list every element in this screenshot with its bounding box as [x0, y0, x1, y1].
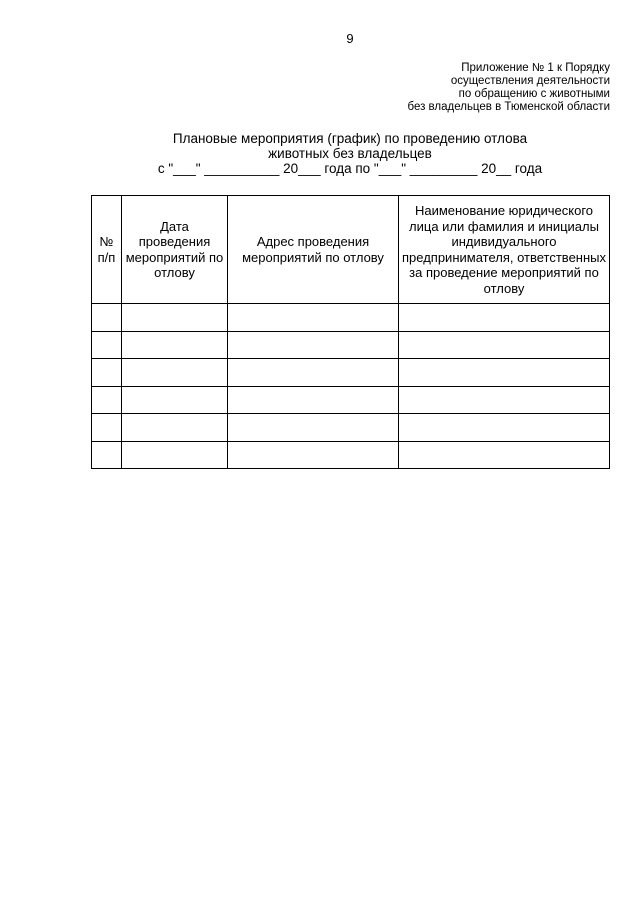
title-date-range-line: с "___" __________ 20___ года по "___" _________ 20__ года: [157, 161, 543, 176]
title-line: животных без владельцев: [268, 146, 432, 161]
table-row: [92, 441, 610, 469]
table-cell[interactable]: [122, 331, 228, 359]
appendix-line: по обращению с животными: [458, 88, 610, 100]
table-row: [92, 414, 610, 442]
table-cell[interactable]: [399, 331, 610, 359]
table-cell[interactable]: [122, 359, 228, 387]
table-row: [92, 331, 610, 359]
column-header-responsible: Наименование юридического лица или фамилия и инициалы индивидуального предпринимателя, ответственных за проведение мероприятий по отлову: [399, 196, 610, 304]
table-cell[interactable]: [399, 386, 610, 414]
schedule-table: [91, 195, 610, 469]
column-header-date: Дата проведения мероприятий по отлову: [122, 196, 228, 304]
table-row: [92, 304, 610, 332]
table-cell[interactable]: [122, 414, 228, 442]
table-cell[interactable]: [92, 331, 122, 359]
page-number: 9: [346, 31, 354, 46]
table-cell[interactable]: [228, 359, 399, 387]
table-row: [92, 386, 610, 414]
table-cell[interactable]: [92, 441, 122, 469]
table-body: [92, 304, 610, 469]
appendix-line: Приложение № 1 к Порядку: [461, 62, 610, 74]
column-header-number: № п/п: [92, 196, 122, 304]
table-cell[interactable]: [122, 386, 228, 414]
appendix-line: осуществления деятельности: [450, 75, 610, 87]
table-cell[interactable]: [92, 304, 122, 332]
table-cell[interactable]: [399, 359, 610, 387]
table-cell[interactable]: [228, 386, 399, 414]
table-cell[interactable]: [399, 304, 610, 332]
table-cell[interactable]: [399, 441, 610, 469]
column-header-address: Адрес проведения мероприятий по отлову: [228, 196, 399, 304]
table-cell[interactable]: [92, 359, 122, 387]
appendix-reference: [407, 62, 610, 114]
table-cell[interactable]: [122, 441, 228, 469]
table-cell[interactable]: [228, 441, 399, 469]
appendix-line: без владельцев в Тюменской области: [407, 101, 610, 113]
table-cell[interactable]: [399, 414, 610, 442]
table-row: [92, 359, 610, 387]
document-title: [0, 131, 640, 176]
table-cell[interactable]: [122, 304, 228, 332]
title-line: Плановые мероприятия (график) по проведению отлова: [172, 131, 528, 146]
table-cell[interactable]: [228, 304, 399, 332]
table-header-row: [92, 196, 610, 304]
table-cell[interactable]: [228, 414, 399, 442]
table-cell[interactable]: [228, 331, 399, 359]
table-cell[interactable]: [92, 386, 122, 414]
table-cell[interactable]: [92, 414, 122, 442]
